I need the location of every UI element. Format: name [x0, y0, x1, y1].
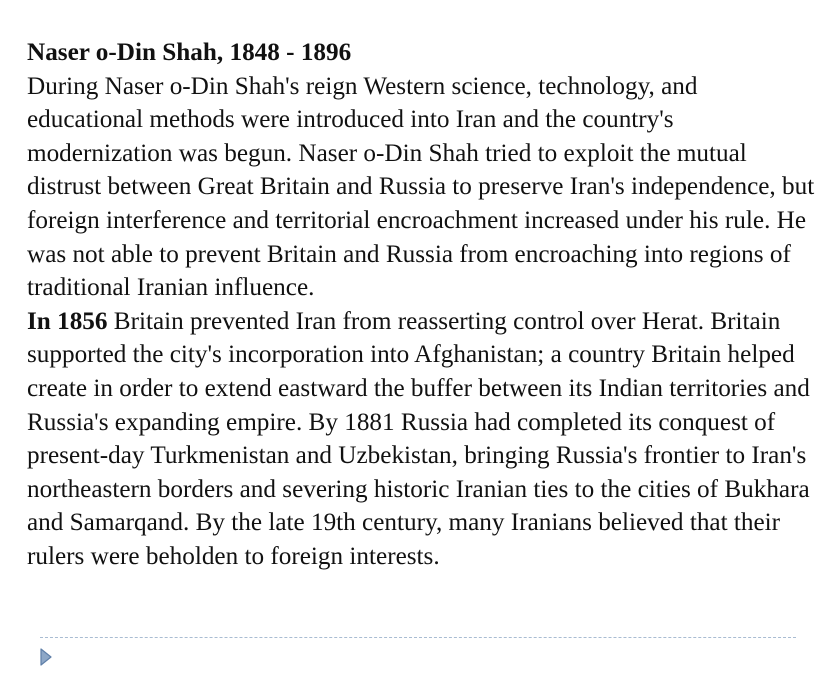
paragraph-2-body: Britain prevented Iran from reasserting control over Herat. Britain supported the city's incorporation into Afghanistan; a country Britain helped create in order to extend eastward the buffer between its Indian territories and Russia's expanding empire. By 1881 Russia had completed its conquest of present-day Turkmenistan and Uzbekistan, bringing Russia's frontier to Iran's northeastern borders and severing historic Iranian ties to the cities of Bukhara and Samarqand. By the late 19th century, many Iranians believed that their rulers were beholden to foreign interests.	[27, 307, 810, 570]
paragraph-2-lead: In 1856	[27, 307, 108, 335]
slide-text	[27, 36, 817, 574]
slide-title: Naser o-Din Shah, 1848 - 1896	[27, 39, 352, 66]
paragraph-1: During Naser o-Din Shah's reign Western science, technology, and educational methods were introduced into Iran and the country's modernization was begun. Naser o-Din Shah tried to exploit the mutual distrust between Great Britain and Russia to preserve Iran's independence, but foreign interference and territorial encroachment increased under his rule. He was not able to prevent Britain and Russia from encroaching into regions of traditional Iranian influence.	[27, 72, 815, 302]
slide-divider	[40, 637, 796, 638]
triangle-bullet-icon	[39, 647, 53, 667]
paragraph-2	[27, 305, 817, 574]
